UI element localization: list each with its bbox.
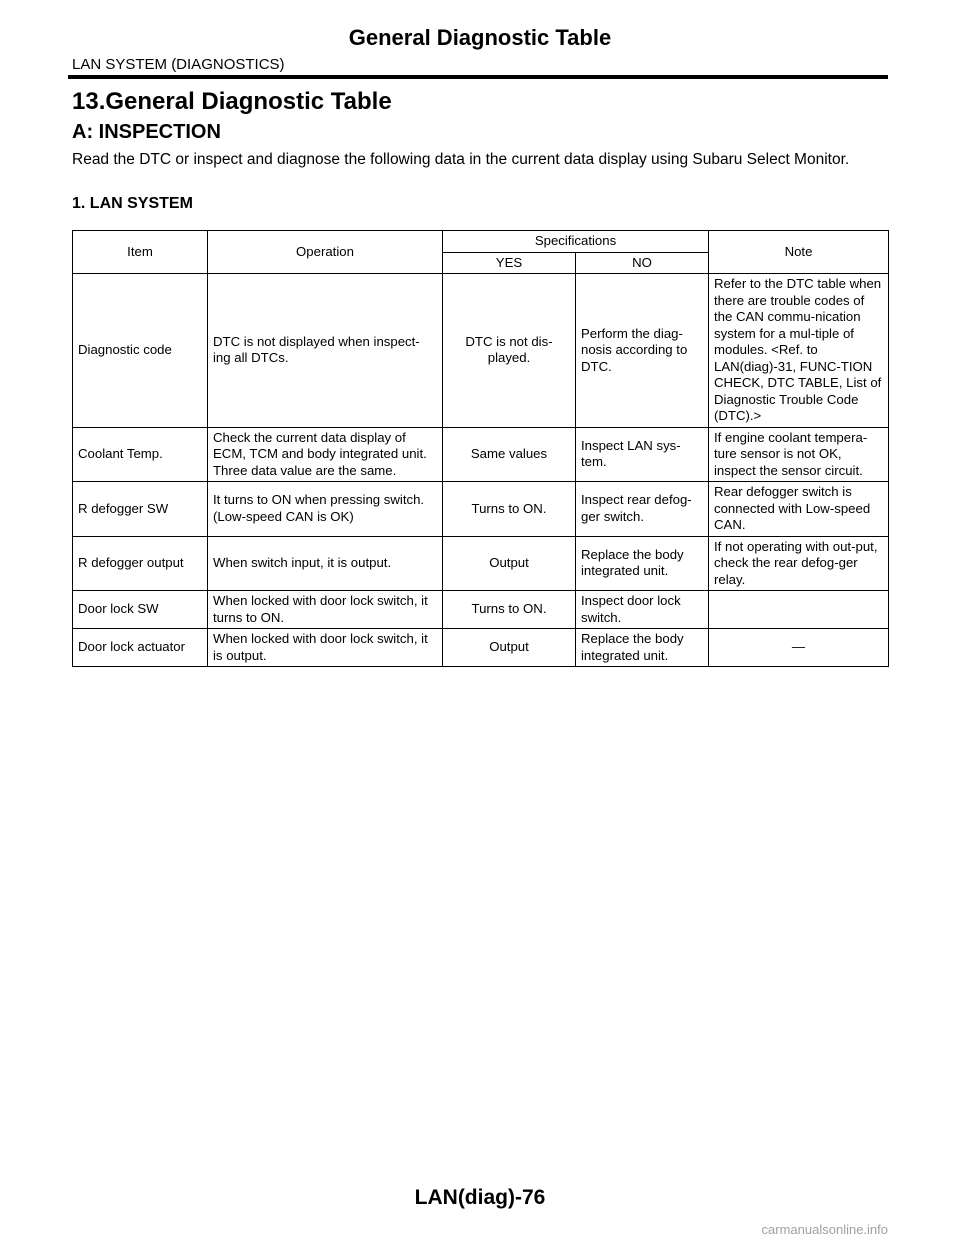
cell-item: R defogger output (73, 536, 208, 591)
cell-yes: Output (443, 629, 576, 667)
cell-no: Inspect rear defog-ger switch. (576, 482, 709, 537)
cell-yes: Turns to ON. (443, 482, 576, 537)
diagnostic-table (72, 230, 889, 667)
table-row (73, 482, 889, 537)
cell-operation: It turns to ON when pressing switch. (Low-speed CAN is OK) (208, 482, 443, 537)
cell-item: R defogger SW (73, 482, 208, 537)
cell-operation: When switch input, it is output. (208, 536, 443, 591)
cell-operation: When locked with door lock switch, it turns to ON. (208, 591, 443, 629)
cell-no: Replace the body integrated unit. (576, 536, 709, 591)
cell-item: Diagnostic code (73, 274, 208, 428)
header-item: Item (73, 231, 208, 274)
page-number: LAN(diag)-76 (414, 1186, 546, 1209)
cell-operation: DTC is not displayed when inspect-ing all DTCs. (208, 274, 443, 428)
cell-yes: DTC is not dis-played. (443, 274, 576, 428)
cell-no: Perform the diag-nosis according to DTC. (576, 274, 709, 428)
header-note: Note (709, 231, 889, 274)
header-specifications: Specifications (443, 231, 709, 253)
table-row (73, 427, 889, 482)
cell-yes: Turns to ON. (443, 591, 576, 629)
watermark: carmanualsonline.info (761, 1222, 888, 1237)
chapter-heading: 13.General Diagnostic Table (72, 88, 392, 115)
section-label: LAN SYSTEM (DIAGNOSTICS) (72, 56, 285, 73)
cell-note: If not operating with out-put, check the rear defog-ger relay. (709, 536, 889, 591)
cell-note: If engine coolant tempera-ture sensor is not OK, inspect the sensor circuit. (709, 427, 889, 482)
cell-no: Inspect door lock switch. (576, 591, 709, 629)
cell-operation: When locked with door lock switch, it is output. (208, 629, 443, 667)
intro-paragraph: Read the DTC or inspect and diagnose the following data in the current data display using Subaru Select Monitor. (72, 151, 850, 168)
cell-yes: Same values (443, 427, 576, 482)
cell-item: Door lock actuator (73, 629, 208, 667)
table-row (73, 591, 889, 629)
header-yes: YES (443, 252, 576, 274)
header-operation: Operation (208, 231, 443, 274)
table-row (73, 629, 889, 667)
cell-no: Replace the body integrated unit. (576, 629, 709, 667)
cell-operation: Check the current data display of ECM, TCM and body integrated unit. Three data value are the same. (208, 427, 443, 482)
cell-note: Refer to the DTC table when there are trouble codes of the CAN commu-nication system for a mul-tiple of modules. <Ref. to LAN(diag)-31, FUNC-TION CHECK, DTC TABLE, List of Diagnostic Trouble Code (DTC).> (709, 274, 889, 428)
table-row (73, 274, 889, 428)
header-rule (68, 75, 888, 79)
cell-note (709, 591, 889, 629)
page-title: General Diagnostic Table (348, 25, 612, 50)
table-row (73, 536, 889, 591)
header-no: NO (576, 252, 709, 274)
section-heading: 1. LAN SYSTEM (72, 195, 193, 212)
cell-note: Rear defogger switch is connected with Low-speed CAN. (709, 482, 889, 537)
cell-item: Coolant Temp. (73, 427, 208, 482)
cell-no: Inspect LAN sys-tem. (576, 427, 709, 482)
cell-item: Door lock SW (73, 591, 208, 629)
cell-note: — (709, 629, 889, 667)
cell-yes: Output (443, 536, 576, 591)
sub-heading: A: INSPECTION (72, 121, 221, 143)
